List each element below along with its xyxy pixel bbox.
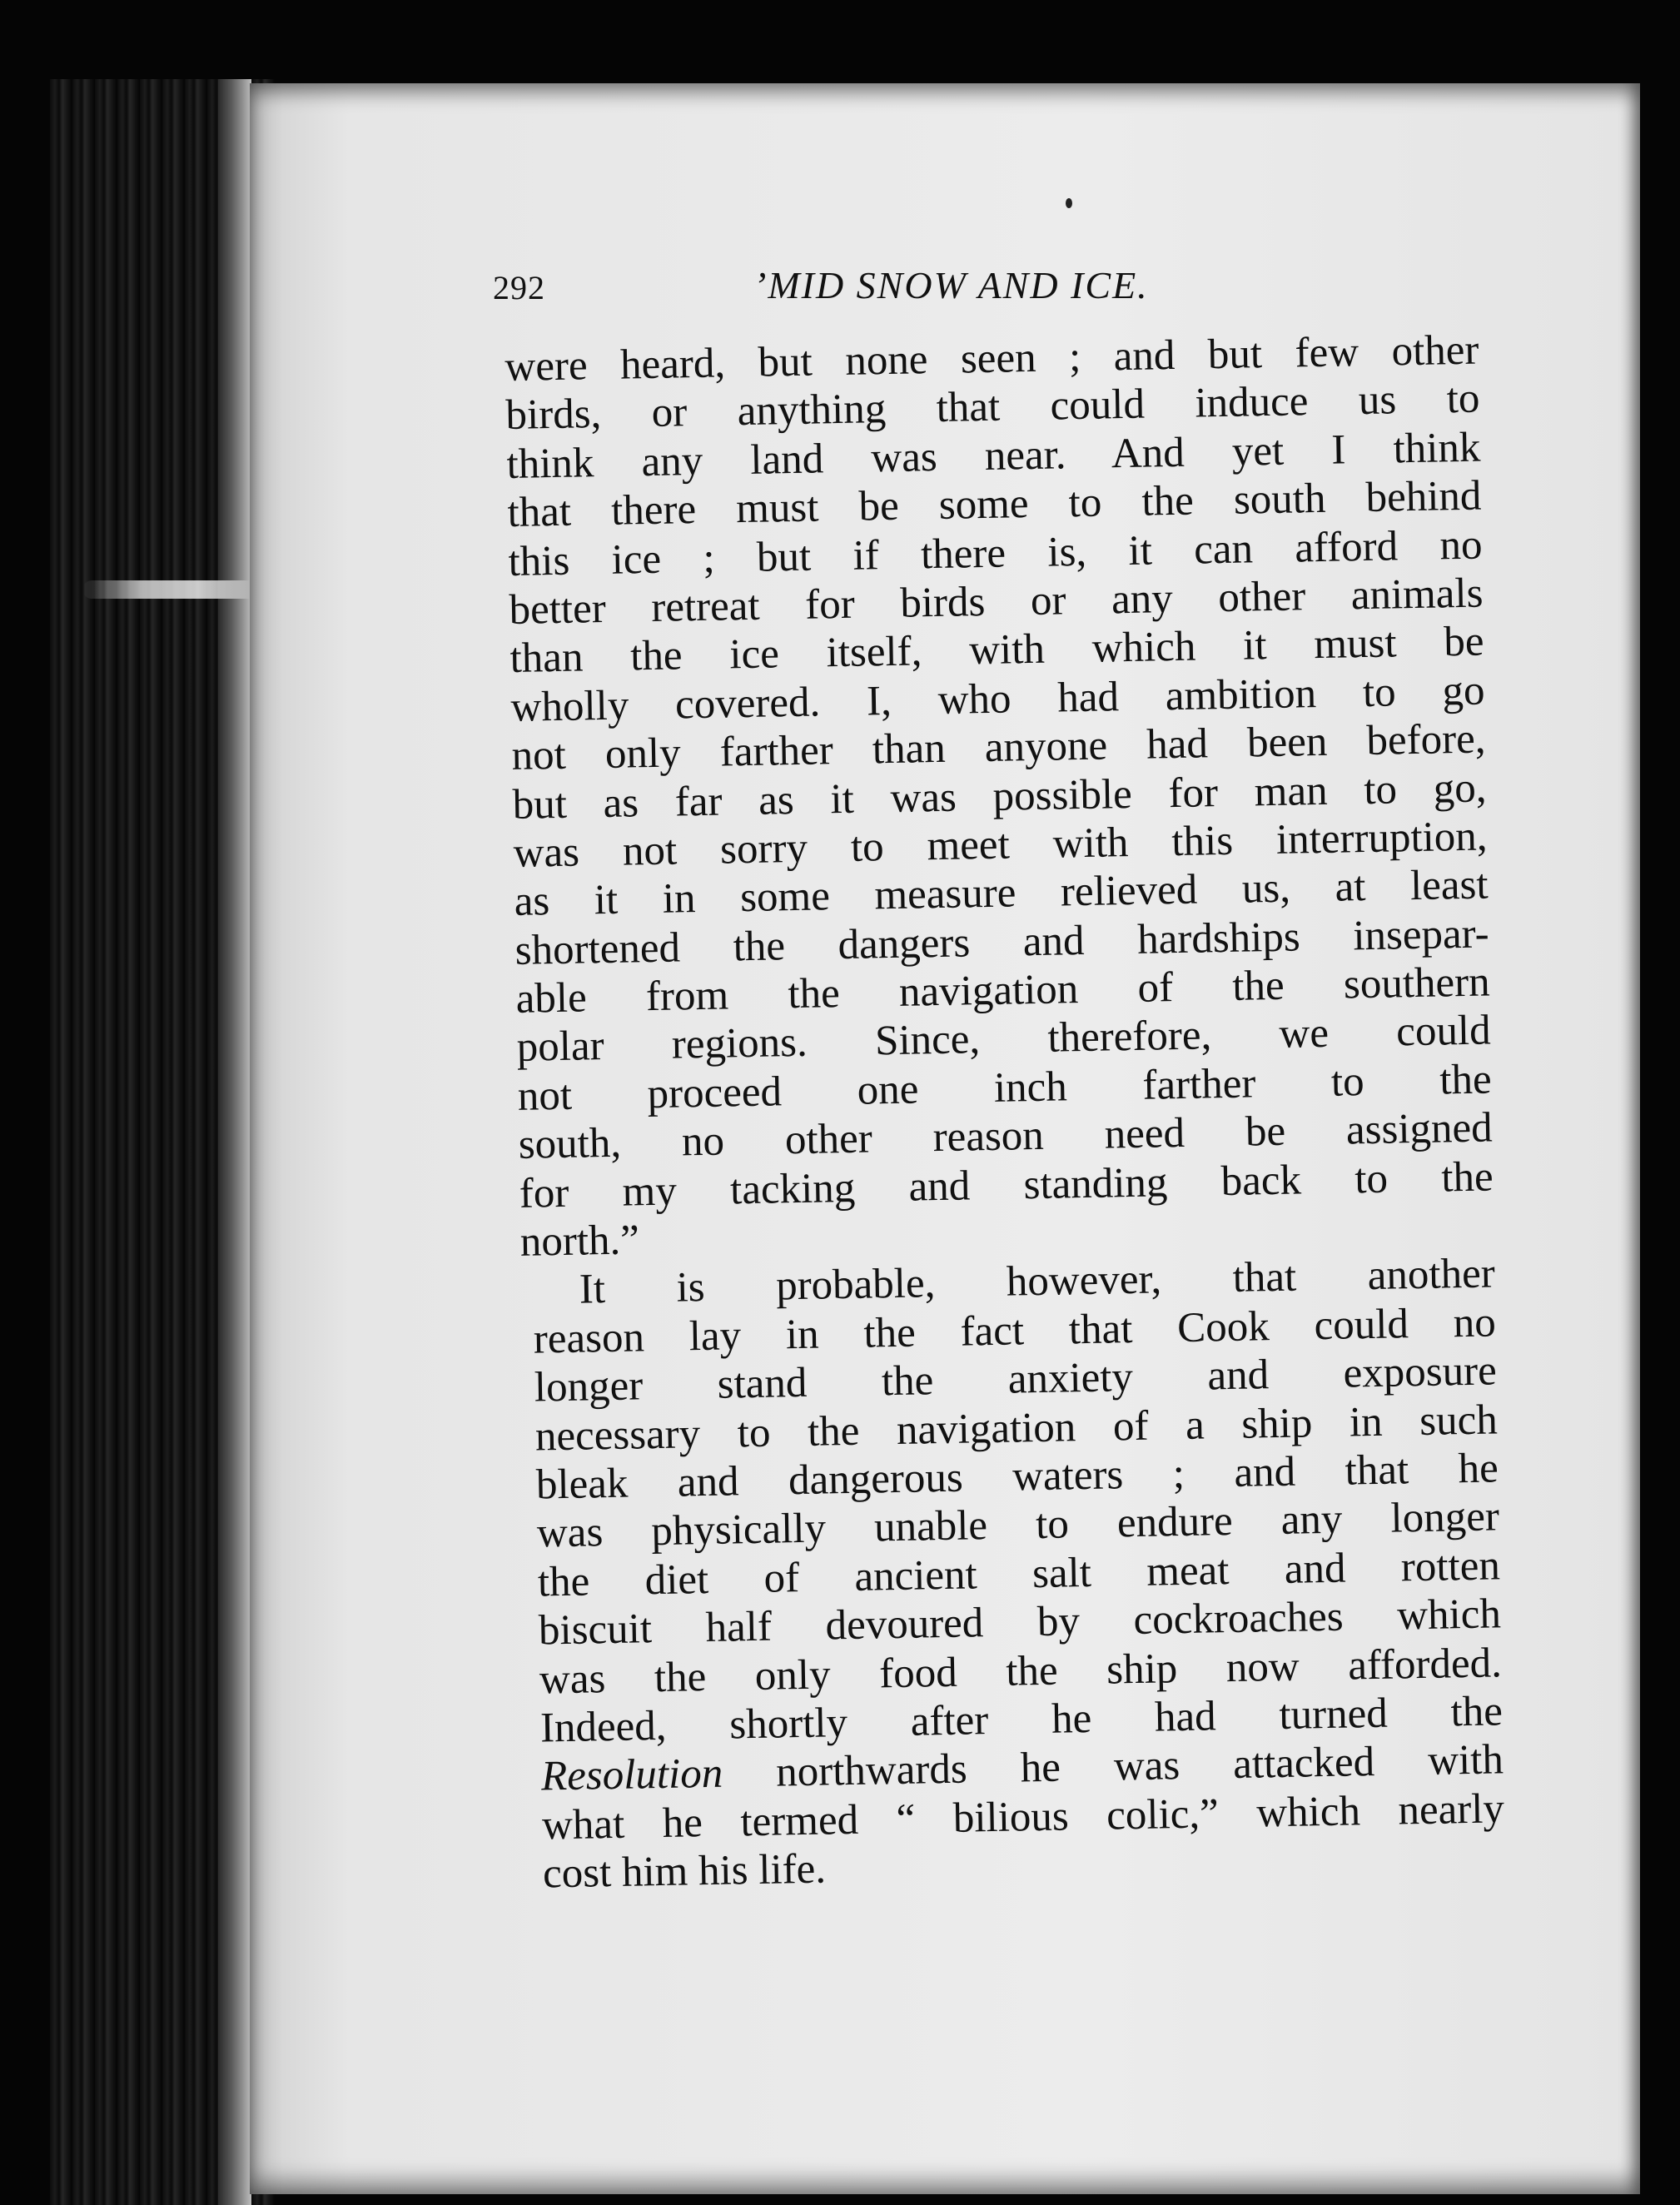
text-line: Indeed, shortly after he had turned the [539, 1688, 1504, 1752]
text-line: able from the navigation of the southern [515, 958, 1491, 1023]
running-head: ’MID SNOW AND ICE. [753, 264, 1149, 306]
text-line: were heard, but none seen ; and but few other [504, 326, 1479, 391]
text-line: longer stand the anxiety and exposure [534, 1347, 1498, 1411]
text-line: but as far as it was possible for man to go, [512, 764, 1487, 829]
text-line: not proceed one inch farther to the [517, 1056, 1493, 1120]
text-line: bleak and dangerous waters ; and that he [535, 1445, 1499, 1509]
text-fragment: northwards he was attacked with [722, 1736, 1504, 1798]
text-line: wholly covered. I, who had ambition to go [510, 667, 1485, 731]
text-line: better retreat for birds or any other animals [509, 570, 1484, 634]
text-line: for my tacking and standing back to the [519, 1153, 1494, 1217]
text-line: not only farther than anyone had been before, [511, 715, 1486, 780]
text-line: think any land was near. And yet I think [506, 424, 1481, 488]
text-line: biscuit half devoured by cockroaches which [538, 1590, 1502, 1655]
text-line: the diet of ancient salt meat and rotten [537, 1542, 1501, 1606]
text-line: that there must be some to the south behind [507, 472, 1482, 537]
paragraph-first-line: It is probable, however, that another [579, 1250, 1496, 1314]
ship-name: Resolution [540, 1750, 723, 1800]
text-line: north.” [519, 1217, 640, 1266]
text-line: was physically unable to endure any longer [536, 1493, 1500, 1557]
text-line: what he termed “ bilious colic,” which nearly [541, 1785, 1505, 1849]
text-line: south, no other reason need be assigned [518, 1104, 1494, 1169]
page-number: 292 [493, 269, 545, 306]
text-line: was not sorry to meet with this interruption, [513, 813, 1489, 877]
text-line: than the ice itself, with which it must be [509, 618, 1484, 683]
binding-smudge [83, 580, 275, 599]
text-line: cost him his life. [542, 1845, 827, 1898]
page-gutter-shadow [218, 79, 251, 2205]
text-line: shortened the dangers and hardships insepar- [514, 910, 1490, 974]
text-line: as it in some measure relieved us, at least [514, 861, 1489, 926]
text-line: necessary to the navigation of a ship in such [534, 1396, 1499, 1461]
text-line: this ice ; but if there is, it can afford no [508, 521, 1483, 585]
ink-speck [1066, 198, 1072, 208]
text-line: reason lay in the fact that Cook could no [533, 1299, 1497, 1363]
body-text [504, 326, 1505, 1899]
text-line: polar regions. Since, therefore, we could [516, 1007, 1492, 1072]
text-line: was the only food the ship now afforded. [539, 1639, 1503, 1704]
text-line: birds, or anything that could induce us to [505, 375, 1480, 440]
